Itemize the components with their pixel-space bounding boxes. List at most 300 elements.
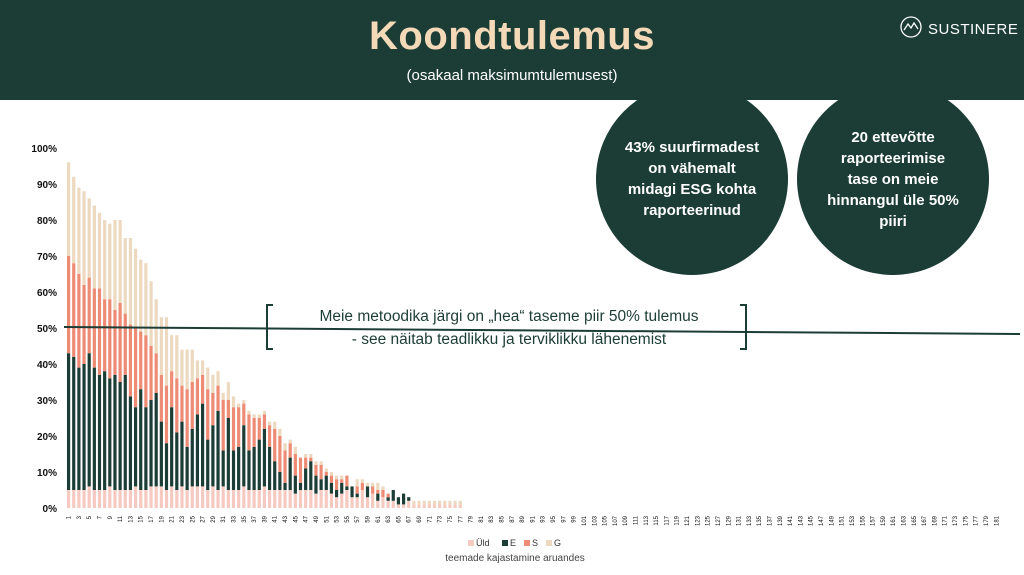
bar-segment-uld [144, 490, 147, 508]
x-tick-label: 7 [97, 516, 104, 520]
bar-segment-uld [459, 504, 462, 508]
y-tick-label: 20% [36, 432, 57, 443]
bar-segment-uld [201, 486, 204, 508]
bar-segment-e [356, 494, 359, 498]
x-tick-label: 47 [303, 516, 310, 523]
bar-segment-g [376, 483, 379, 490]
bar-segment-s [180, 386, 183, 422]
bar-segment-uld [325, 490, 328, 508]
bar-segment-s [273, 429, 276, 461]
x-tick-label: 25 [190, 516, 197, 523]
bar-segment-g [268, 422, 271, 426]
bar-segment-g [320, 461, 323, 465]
bar-segment-e [376, 494, 379, 501]
x-tick-label: 173 [953, 516, 960, 527]
bar-segment-uld [98, 490, 101, 508]
y-tick-label: 90% [36, 180, 57, 191]
bar-segment-uld [335, 497, 338, 508]
x-tick-label: 127 [715, 516, 722, 527]
bar-segment-uld [350, 497, 353, 508]
bar-segment-uld [72, 490, 75, 508]
bar-segment-uld [448, 504, 451, 508]
x-tick-label: 123 [695, 516, 702, 527]
x-tick-label: 109 [623, 516, 630, 527]
bar-segment-uld [423, 504, 426, 508]
bar-segment-uld [412, 504, 415, 508]
x-tick-label: 95 [551, 516, 558, 523]
bar-segment-s [361, 483, 364, 490]
bar-segment-uld [227, 490, 230, 508]
bar-segment-g [134, 249, 137, 328]
bar-segment-s [77, 274, 80, 368]
bar-segment-g [155, 299, 158, 353]
bar-segment-s [98, 288, 101, 374]
bar-segment-uld [129, 490, 132, 508]
x-tick-label: 175 [963, 516, 970, 527]
bar-segment-s [129, 324, 132, 396]
x-tick-label: 77 [458, 516, 465, 523]
bar-segment-e [139, 389, 142, 490]
x-tick-label: 155 [860, 516, 867, 527]
bar-segment-s [314, 465, 317, 476]
x-tick-label: 23 [179, 516, 186, 523]
x-tick-label: 61 [375, 516, 382, 523]
stat-circle-text: 43% suurfirmadest on vähemalt midagi ESG kohta raporteerinud [624, 139, 760, 219]
x-tick-label: 99 [571, 516, 578, 523]
bar-segment-g [454, 501, 457, 505]
bar-segment-uld [361, 490, 364, 508]
bar-segment-uld [196, 486, 199, 508]
bar-segment-e [289, 458, 292, 490]
bar-segment-e [113, 375, 116, 490]
bar-segment-uld [283, 490, 286, 508]
x-tick-label: 9 [107, 516, 114, 520]
bar-segment-s [253, 418, 256, 447]
bar-segment-s [387, 494, 390, 498]
bar-segment-e [124, 375, 127, 490]
y-tick-label: 100% [31, 144, 57, 155]
bar-segment-g [428, 501, 431, 505]
x-tick-label: 141 [788, 516, 795, 527]
x-tick-label: 3 [76, 516, 83, 520]
bar-segment-e [175, 432, 178, 490]
y-tick-label: 70% [36, 252, 57, 263]
bar-segment-e [93, 368, 96, 490]
x-tick-label: 101 [581, 516, 588, 527]
bar-segment-g [93, 206, 96, 289]
x-tick-label: 89 [520, 516, 527, 523]
bar-segment-uld [438, 504, 441, 508]
y-tick-label: 50% [36, 324, 57, 335]
x-tick-label: 143 [798, 516, 805, 527]
bar-segment-g [201, 360, 204, 374]
bar-segment-g [247, 411, 250, 415]
bar-segment-e [247, 450, 250, 490]
x-tick-label: 119 [674, 516, 681, 526]
x-tick-label: 159 [880, 516, 887, 527]
bar-segment-s [345, 476, 348, 487]
bar-segment-e [309, 461, 312, 490]
bar-segment-s [325, 472, 328, 476]
bar-segment-s [113, 310, 116, 375]
bar-segment-uld [320, 490, 323, 508]
bar-segment-s [278, 436, 281, 472]
bar-segment-g [356, 479, 359, 486]
x-tick-label: 35 [241, 516, 248, 523]
page-title: Koondtulemus [369, 14, 655, 58]
bar-segment-s [247, 414, 250, 450]
bar-segment-g [294, 447, 297, 454]
x-tick-label: 149 [829, 516, 836, 527]
x-tick-label: 167 [922, 516, 929, 527]
bar-segment-uld [356, 497, 359, 508]
bar-segment-uld [345, 490, 348, 508]
bar-segment-s [294, 454, 297, 476]
bar-segment-s [72, 263, 75, 357]
bar-segment-s [340, 479, 343, 483]
x-tick-label: 33 [231, 516, 238, 523]
bar-segment-g [196, 360, 199, 378]
bar-segment-s [175, 378, 178, 432]
bar-segment-g [180, 350, 183, 386]
x-tick-label: 113 [643, 516, 650, 526]
bar-segment-g [72, 177, 75, 263]
x-tick-label: 107 [612, 516, 619, 527]
bar-segment-g [253, 414, 256, 418]
bar-segment-g [242, 400, 245, 404]
bar-segment-uld [108, 486, 111, 508]
bar-segment-g [412, 501, 415, 505]
bar-segment-uld [232, 490, 235, 508]
x-tick-label: 147 [819, 516, 826, 527]
bar-segment-g [459, 501, 462, 505]
bar-segment-s [232, 407, 235, 450]
bar-segment-s [108, 299, 111, 378]
bar-segment-e [335, 490, 338, 497]
x-tick-label: 41 [272, 516, 279, 523]
bar-segment-g [160, 317, 163, 375]
x-tick-label: 177 [973, 516, 980, 527]
page-subtitle: (osakaal maksimumtulemusest) [406, 67, 618, 84]
bar-segment-s [206, 389, 209, 439]
bar-segment-s [88, 278, 91, 354]
legend-swatch-g [546, 540, 552, 546]
bar-segment-e [294, 476, 297, 494]
bar-segment-g [211, 375, 214, 393]
bar-segment-s [258, 418, 261, 440]
bar-segment-s [103, 299, 106, 371]
bar-segment-g [314, 461, 317, 465]
bar-segment-g [67, 162, 70, 256]
x-tick-label: 65 [396, 516, 403, 523]
bar-segment-uld [113, 490, 116, 508]
bar-segment-e [350, 486, 353, 497]
x-tick-label: 43 [283, 516, 290, 523]
bar-segment-e [407, 497, 410, 501]
x-tick-label: 151 [839, 516, 846, 527]
y-tick-label: 0% [42, 504, 57, 515]
bar-segment-g [237, 404, 240, 408]
bar-segment-g [206, 368, 209, 390]
bar-segment-s [222, 400, 225, 450]
x-tick-label: 71 [427, 516, 434, 523]
bar-segment-s [67, 256, 70, 353]
x-tick-label: 105 [602, 516, 609, 527]
bar-segment-s [381, 490, 384, 497]
x-tick-label: 19 [159, 516, 166, 523]
x-tick-label: 139 [777, 516, 784, 527]
bar-segment-s [191, 382, 194, 429]
bar-segment-g [371, 483, 374, 487]
stat-circle-companies-above-threshold [797, 83, 989, 275]
y-tick-label: 60% [36, 288, 57, 299]
legend-label-s: S [532, 538, 539, 548]
bar-segment-s [201, 375, 204, 404]
bar-segment-e [314, 476, 317, 494]
bar-segment-uld [160, 486, 163, 508]
y-tick-label: 30% [36, 396, 57, 407]
bar-segment-s [242, 404, 245, 426]
bar-segment-uld [407, 501, 410, 508]
x-tick-label: 115 [654, 516, 661, 526]
bar-segment-e [72, 357, 75, 490]
bar-segment-uld [258, 490, 261, 508]
bar-segment-e [98, 375, 101, 490]
x-tick-label: 63 [386, 516, 393, 523]
threshold-callout [270, 305, 748, 351]
bar-segment-g [222, 393, 225, 400]
bar-segment-e [402, 494, 405, 505]
bar-segment-s [144, 335, 147, 407]
bar-segment-uld [253, 490, 256, 508]
bar-segment-e [320, 479, 323, 490]
x-tick-label: 45 [293, 516, 300, 523]
bar-segment-e [88, 353, 91, 486]
bar-segment-g [330, 472, 333, 476]
x-tick-label: 137 [767, 516, 774, 527]
bar-segment-g [278, 429, 281, 436]
bar-segment-e [180, 422, 183, 487]
x-tick-label: 85 [499, 516, 506, 523]
bar-segment-e [397, 497, 400, 504]
bar-segment-uld [443, 504, 446, 508]
bar-segment-e [165, 443, 168, 490]
x-tick-label: 57 [355, 516, 362, 523]
bar-segment-uld [294, 494, 297, 508]
bar-segment-g [361, 479, 364, 483]
stat-circle-large-firms [596, 83, 788, 275]
bar-segment-s [186, 389, 189, 447]
x-tick-label: 27 [200, 516, 207, 523]
bar-segment-uld [417, 504, 420, 508]
x-tick-label: 81 [478, 516, 485, 523]
x-tick-label: 169 [932, 516, 939, 527]
x-tick-label: 133 [746, 516, 753, 527]
x-tick-label: 117 [664, 516, 671, 526]
bar-segment-s [309, 458, 312, 462]
bar-segment-e [144, 407, 147, 490]
bar-segment-e [237, 447, 240, 490]
x-tick-label: 75 [447, 516, 454, 523]
bar-segment-g [304, 454, 307, 458]
bar-segment-g [273, 422, 276, 429]
bar-segment-g [289, 440, 292, 444]
x-tick-label: 69 [417, 516, 424, 523]
callout-line-1: Meie metoodika järgi on „hea“ taseme piir 50% tulemus [319, 308, 699, 325]
bar-segment-g [340, 476, 343, 480]
bar-segment-g [325, 468, 328, 472]
bar-segment-g [77, 188, 80, 274]
legend-label-g: G [554, 538, 562, 548]
mountain-logo-icon [900, 16, 922, 43]
bar-segment-g [263, 411, 266, 415]
x-tick-label: 129 [726, 516, 733, 527]
bar-segment-s [376, 490, 379, 494]
bar-segment-s [283, 450, 286, 482]
x-tick-label: 131 [736, 516, 743, 527]
x-tick-label: 39 [262, 516, 269, 523]
bar-segment-uld [139, 490, 142, 508]
bar-segment-s [299, 458, 302, 483]
x-tick-label: 73 [437, 516, 444, 523]
bar-segment-s [211, 393, 214, 425]
bar-segment-uld [119, 490, 122, 508]
bar-segment-e [392, 490, 395, 501]
bar-segment-e [325, 476, 328, 490]
bar-segment-uld [206, 490, 209, 508]
bar-segment-uld [134, 486, 137, 508]
bar-segment-uld [82, 490, 85, 508]
x-tick-label: 13 [128, 516, 135, 523]
bar-segment-uld [433, 504, 436, 508]
bar-segment-g [144, 263, 147, 335]
bar-segment-uld [340, 494, 343, 508]
bar-segment-e [82, 364, 85, 490]
bar-segment-g [82, 191, 85, 285]
bar-segment-g [443, 501, 446, 505]
bar-segment-uld [309, 490, 312, 508]
x-tick-label: 67 [406, 516, 413, 523]
bar-segment-g [149, 281, 152, 346]
bar-segment-s [155, 353, 158, 393]
bar-segment-s [227, 400, 230, 418]
bar-segment-e [155, 393, 158, 487]
bar-segment-e [191, 429, 194, 487]
brand-name: SUSTINERE [928, 20, 1019, 38]
bar-segment-g [108, 224, 111, 300]
bar-segment-e [129, 396, 132, 490]
x-tick-label: 21 [169, 516, 176, 523]
x-tick-label: 51 [324, 516, 331, 523]
bar-segment-uld [381, 497, 384, 508]
x-tick-label: 37 [252, 516, 259, 523]
bar-segment-g [283, 443, 286, 450]
bar-segment-uld [314, 494, 317, 508]
bar-segment-s [134, 328, 137, 407]
bar-segment-s [263, 414, 266, 428]
bar-segment-s [268, 425, 271, 447]
bar-segment-e [201, 404, 204, 487]
bar-segment-e [134, 407, 137, 486]
bar-segment-e [263, 429, 266, 487]
bar-segment-uld [165, 490, 168, 508]
bar-segment-e [216, 411, 219, 490]
bar-segment-uld [237, 490, 240, 508]
bar-segment-uld [247, 490, 250, 508]
bar-segment-g [191, 350, 194, 382]
x-tick-label: 1 [66, 516, 73, 520]
bar-segment-uld [93, 490, 96, 508]
x-tick-label: 181 [994, 516, 1001, 527]
bar-segment-s [371, 486, 374, 493]
x-tick-label: 53 [334, 516, 341, 523]
x-tick-label: 161 [891, 516, 898, 527]
x-tick-label: 15 [138, 516, 145, 523]
bar-segment-g [309, 454, 312, 458]
bar-segment-e [222, 450, 225, 486]
bar-segment-uld [454, 504, 457, 508]
bar-segment-uld [299, 490, 302, 508]
bar-segment-g [232, 396, 235, 407]
bar-segment-s [139, 332, 142, 390]
bar-segment-s [335, 479, 338, 490]
bar-segment-uld [175, 490, 178, 508]
bar-segment-g [175, 335, 178, 378]
bar-segment-uld [242, 486, 245, 508]
bar-segment-e [299, 483, 302, 490]
x-tick-label: 135 [757, 516, 764, 527]
y-tick-label: 10% [36, 468, 57, 479]
bar-segment-uld [211, 486, 214, 508]
bar-segment-e [268, 447, 271, 490]
bar-segment-e [206, 440, 209, 490]
legend-swatch-s [524, 540, 530, 546]
bar-segment-uld [268, 490, 271, 508]
bar-segment-uld [216, 490, 219, 508]
bar-segment-uld [387, 501, 390, 508]
bar-segment-g [423, 501, 426, 505]
bar-segment-uld [376, 501, 379, 508]
legend-label-uld: Üld [476, 538, 490, 548]
bar-segment-e [186, 447, 189, 490]
bar-segment-uld [186, 490, 189, 508]
bar-segment-uld [397, 504, 400, 508]
bar-segment-uld [77, 490, 80, 508]
bar-segment-uld [263, 486, 266, 508]
bar-segment-uld [330, 494, 333, 508]
bar-segment-g [170, 335, 173, 371]
bar-segment-uld [304, 490, 307, 508]
bar-segment-e [119, 382, 122, 490]
x-tick-label: 125 [705, 516, 712, 527]
x-tick-label: 17 [149, 516, 156, 523]
x-tick-label: 145 [808, 516, 815, 527]
x-tick-label: 93 [540, 516, 547, 523]
bar-segment-e [149, 400, 152, 486]
bar-segment-e [253, 447, 256, 490]
bar-segment-e [273, 461, 276, 490]
bar-segment-uld [402, 504, 405, 508]
bar-segment-g [98, 213, 101, 289]
bar-segment-e [387, 497, 390, 501]
y-tick-label: 80% [36, 216, 57, 227]
bar-segment-e [211, 425, 214, 486]
x-tick-label: 171 [942, 516, 949, 527]
x-tick-label: 11 [118, 516, 125, 523]
x-tick-label: 97 [561, 516, 568, 523]
bar-segment-g [139, 260, 142, 332]
bar-segment-s [237, 407, 240, 447]
